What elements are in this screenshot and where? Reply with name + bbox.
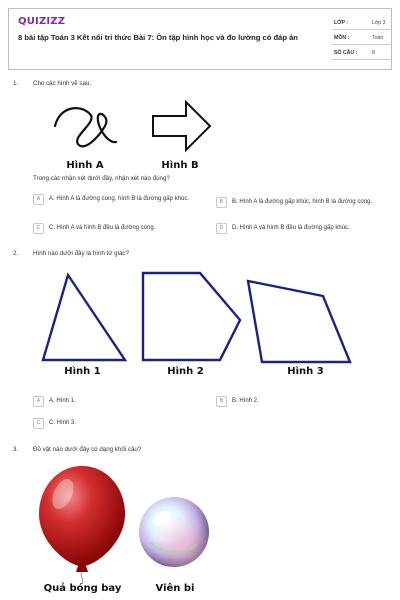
figure-label: Hình A (66, 160, 104, 171)
meta-table (332, 15, 392, 60)
answer-option-c[interactable] (33, 224, 203, 234)
triangle-figure-1 (40, 270, 130, 365)
meta-key: SỐ CÂU : (334, 50, 358, 56)
question-prompt: Hình nào dưới đây là hình tứ giác? (33, 250, 129, 257)
meta-value: 8 (372, 50, 375, 56)
meta-row-grade (332, 15, 392, 30)
option-text: B. Hình 2. (232, 398, 259, 404)
option-letter-box: A (33, 194, 44, 205)
meta-value: Lớp 3 (372, 20, 386, 26)
question-3 (0, 446, 400, 456)
figure-label: Viên bi (155, 583, 195, 594)
arrow-figure-b (150, 99, 214, 153)
figure-label: Hình 3 (287, 366, 324, 377)
option-letter-box: B (216, 197, 227, 208)
option-text: C. Hình A và hình B đều là đường cong. (49, 225, 156, 231)
question-1 (0, 80, 400, 90)
question-number: 3. (13, 446, 19, 453)
quizizz-logo: QUIZIZZ (18, 16, 66, 27)
curve-figure-a (50, 96, 120, 156)
pentagon-figure-2 (140, 270, 245, 365)
question-2 (0, 250, 400, 260)
meta-key: LỚP : (334, 20, 349, 26)
question-sub-prompt: Trong các nhận xét dưới đây, nhận xét nào đúng? (33, 175, 170, 182)
answer-option-a[interactable] (33, 397, 203, 407)
meta-key: MÔN : (334, 35, 350, 41)
document-header (8, 8, 392, 70)
option-text: C. Hình 3. (49, 420, 77, 426)
option-letter-box: A (33, 396, 44, 407)
question-prompt: Cho các hình vẽ sau: (33, 80, 92, 87)
figure-label: Hình 2 (167, 366, 204, 377)
answer-option-b[interactable] (216, 198, 396, 208)
balloon-image (35, 462, 130, 584)
document-title: 8 bài tập Toán 3 Kết nối tri thức Bài 7: Ôn tập hình học và đo lường có đáp án (18, 33, 298, 42)
answer-option-d[interactable] (216, 224, 396, 234)
option-letter-box: C (33, 223, 44, 234)
question-number: 1. (13, 80, 19, 87)
option-text: A. Hình A là đường cong, hình B là đường gấp khúc. (49, 196, 189, 202)
question-prompt: Đồ vật nào dưới đây có dạng khối cầu? (33, 446, 142, 453)
figure-label: Quả bóng bay (43, 583, 122, 594)
option-text: B. Hình A là đường gấp khúc, hình B là đường cong. (232, 199, 372, 205)
quadrilateral-figure-3 (245, 278, 355, 366)
answer-option-b[interactable] (216, 397, 386, 407)
option-text: D. Hình A và hình B đều là đường gấp khúc. (232, 225, 350, 231)
figure-label: Hình B (161, 160, 199, 171)
option-letter-box: B (216, 396, 227, 407)
meta-row-count (332, 45, 392, 60)
figure-label: Hình 1 (64, 366, 101, 377)
option-letter-box: D (216, 223, 227, 234)
meta-value: Toán (372, 35, 384, 41)
answer-option-c[interactable] (33, 419, 203, 429)
meta-row-subject (332, 30, 392, 45)
question-number: 2. (13, 250, 19, 257)
answer-option-a[interactable] (33, 195, 203, 205)
option-text: A. Hình 1. (49, 398, 76, 404)
option-letter-box: C (33, 418, 44, 429)
marble-image (136, 494, 212, 570)
